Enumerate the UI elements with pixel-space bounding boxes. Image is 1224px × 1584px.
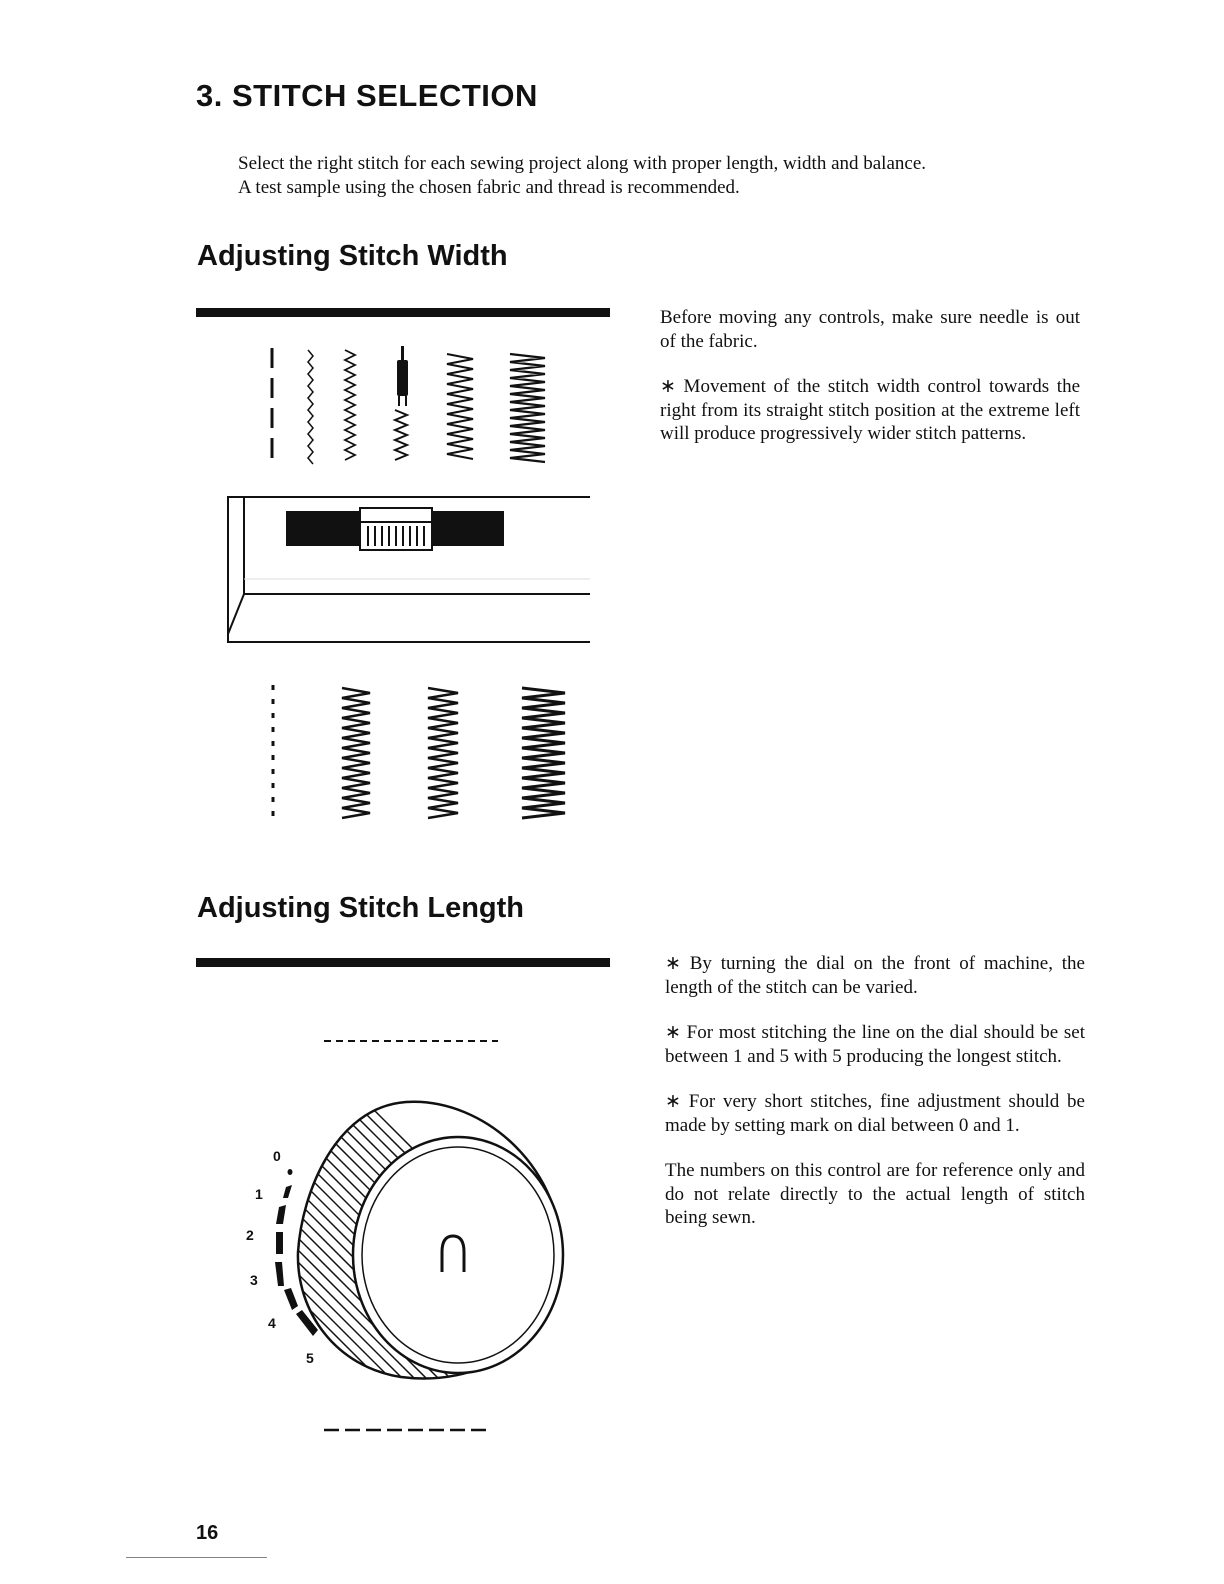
stitch-length-para-3: ∗ For very short stitches, fine adjustment should be made by setting mark on dial between 0 and 1.	[665, 1091, 1085, 1136]
stitch-length-para-1: ∗ By turning the dial on the front of machine, the length of the stitch can be varied.	[665, 953, 1085, 998]
medium-zigzag	[345, 350, 355, 460]
wide-zigzag	[447, 354, 473, 459]
section-heading: 3. STITCH SELECTION	[196, 78, 538, 113]
short-stitch-sample	[322, 1036, 502, 1046]
dial-number-2: 2	[246, 1227, 254, 1243]
stitch-width-para-1: Before moving any controls, make sure needle is out of the fabric.	[660, 307, 1080, 352]
result-zigzag-2	[428, 688, 458, 818]
stitch-length-dial-illustration	[236, 1092, 586, 1392]
intro-line-2: A test sample using the chosen fabric and thread is recommended.	[238, 177, 740, 198]
dial-number-1: 1	[255, 1186, 263, 1202]
page-number: 16	[196, 1522, 219, 1544]
stitch-width-results-illustration	[260, 680, 580, 830]
stitch-length-text	[665, 952, 1085, 1252]
dial-number-3: 3	[250, 1272, 258, 1288]
width-slider-knob	[360, 508, 432, 550]
dial-face	[353, 1137, 563, 1373]
footer-line	[126, 1557, 267, 1558]
stitch-length-heading: Adjusting Stitch Length	[197, 892, 525, 924]
long-stitch-sample	[322, 1425, 492, 1435]
stitch-length-para-2: ∗ For most stitching the line on the dial should be set between 1 and 5 with 5 producing the longest stitch.	[665, 1022, 1085, 1067]
intro-text	[238, 152, 1058, 200]
result-zigzag-1	[342, 688, 370, 818]
needle-icon	[397, 346, 408, 406]
dial-number-4: 4	[268, 1315, 276, 1331]
widest-zigzag	[510, 354, 545, 462]
stitch-width-heading: Adjusting Stitch Width	[197, 240, 508, 272]
stitch-width-text	[660, 306, 1080, 468]
needle-zigzag	[395, 410, 407, 460]
stitch-width-patterns-illustration	[255, 340, 575, 470]
stitch-length-rule	[196, 958, 610, 967]
width-control-panel-illustration	[224, 494, 594, 646]
dial-number-5: 5	[306, 1350, 314, 1366]
intro-line-1: Select the right stitch for each sewing project along with proper length, width and balance.	[238, 153, 927, 174]
stitch-width-rule	[196, 308, 610, 317]
stitch-width-para-2: ∗ Movement of the stitch width control towards the right from its straight stitch position at the extreme left will produce progressively wider stitch patterns.	[660, 376, 1080, 444]
narrow-zigzag	[308, 350, 313, 464]
dial-number-0: 0	[273, 1148, 281, 1164]
stitch-length-para-4: The numbers on this control are for reference only and do not relate directly to the actual length of stitch being sewn.	[665, 1160, 1085, 1228]
result-zigzag-3	[522, 688, 565, 818]
